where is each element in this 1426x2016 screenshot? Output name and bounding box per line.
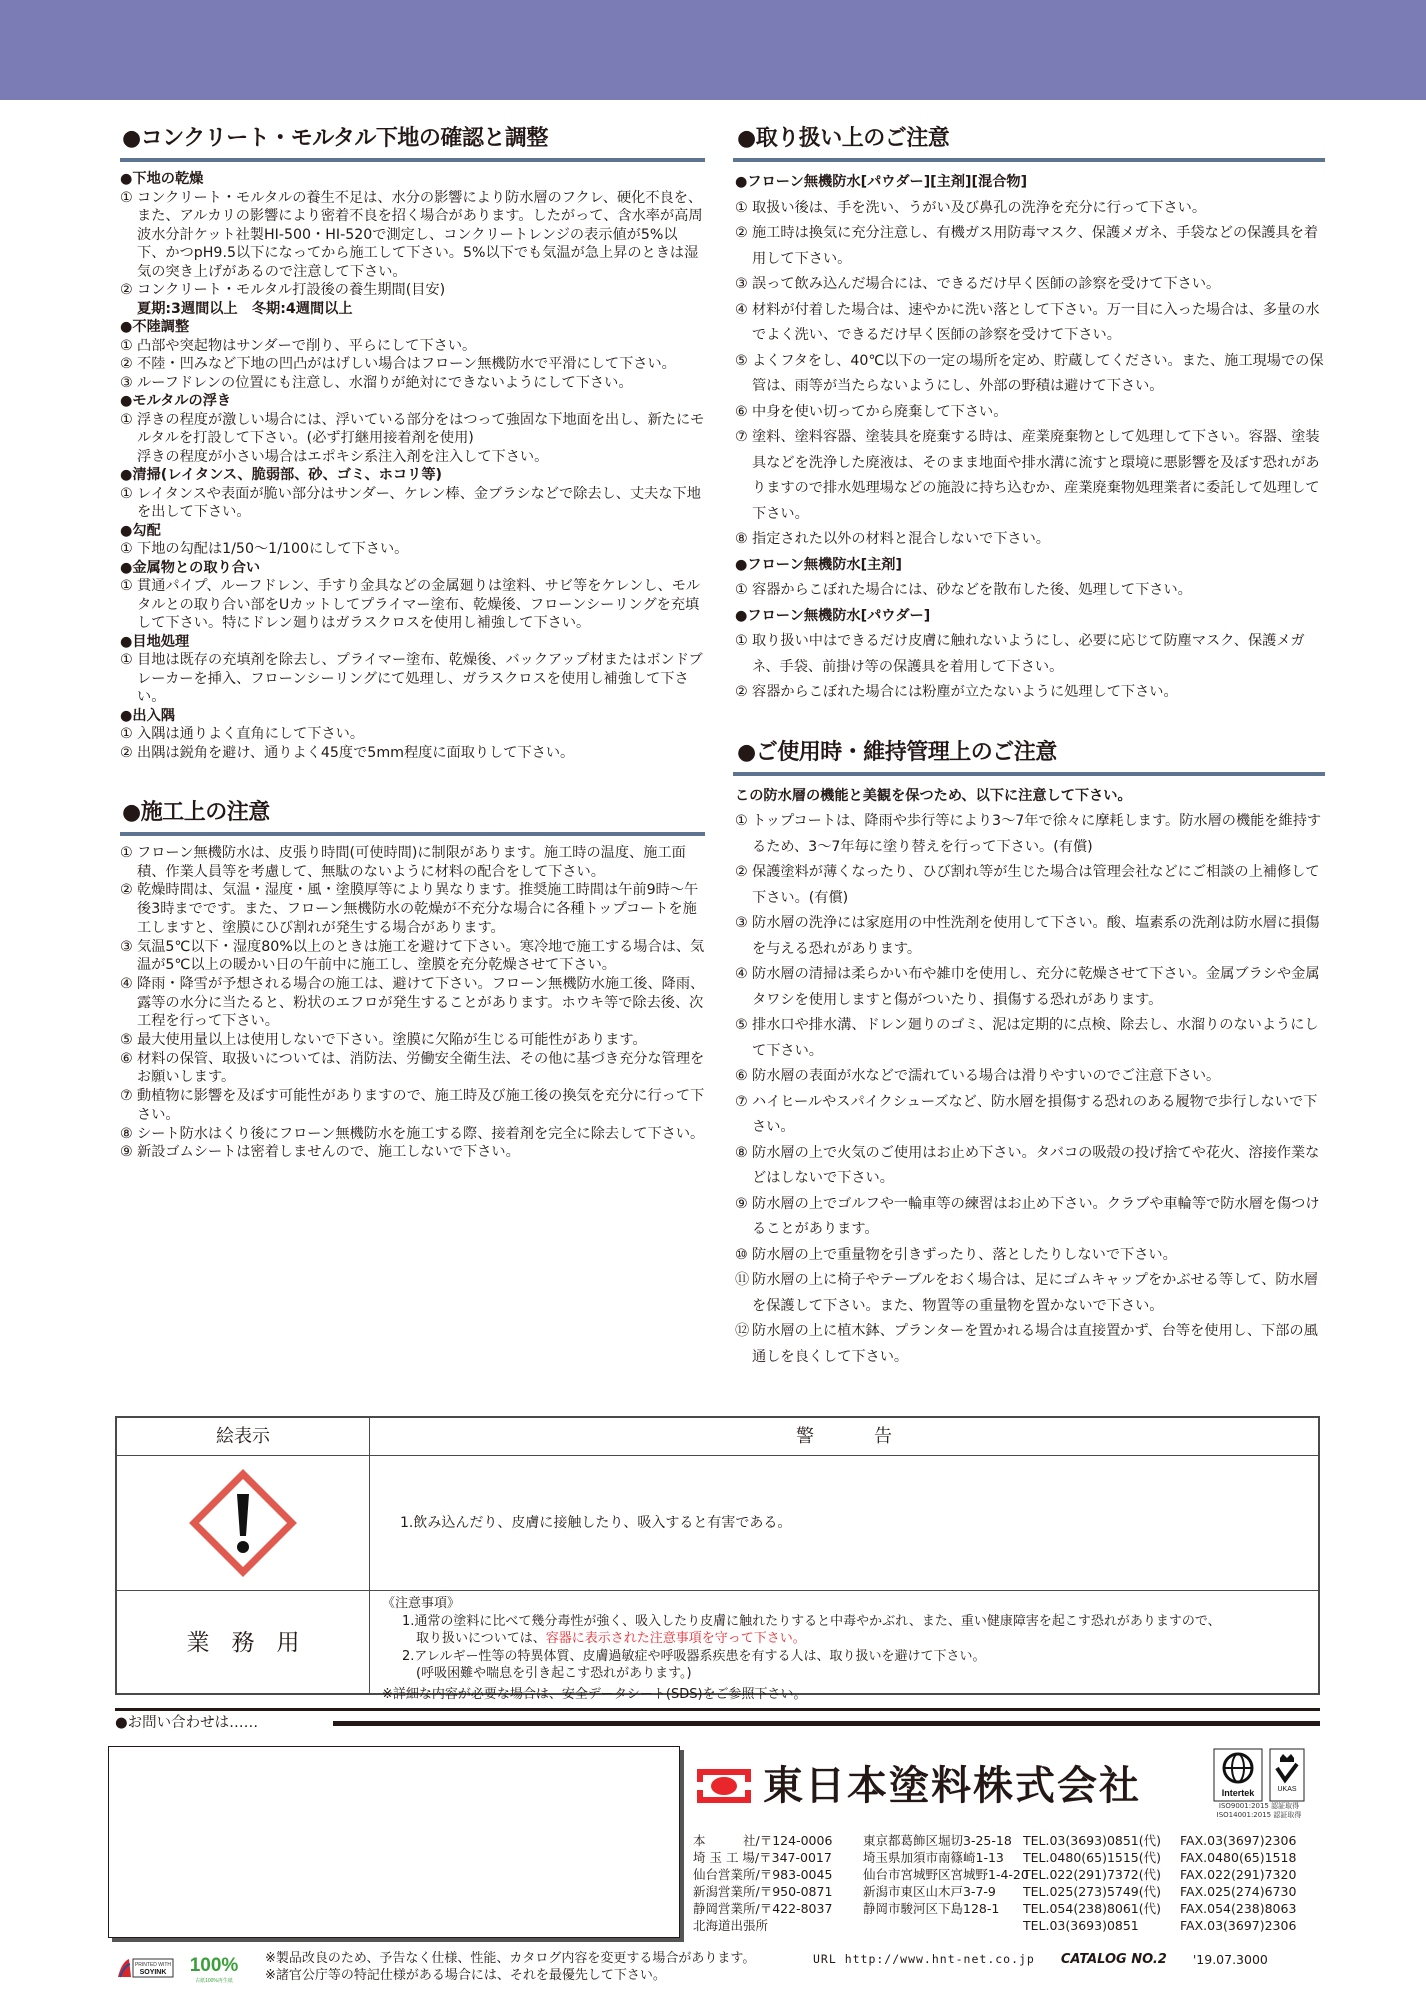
item-number: ③: [120, 938, 133, 955]
list-item: [735, 1064, 1325, 1090]
note-1-cont: [382, 1630, 1318, 1648]
office-fax: FAX.054(238)8063: [1180, 1901, 1297, 1916]
pictogram-cell: [117, 1456, 370, 1591]
subsection-heading: ●出入隅: [120, 707, 175, 724]
list-item: [735, 1268, 1325, 1319]
divider: [115, 1708, 1320, 1711]
warning-header-cell: [370, 1418, 1318, 1456]
item-text: 取り扱い中はできるだけ皮膚に触れないようにし、必要に応じて防塵マスク、保護メガネ、手袋、前掛け等の保護具を着用して下さい。: [752, 633, 1305, 675]
item-number: ①: [120, 652, 133, 668]
list-item: [735, 578, 1325, 604]
left-column: [120, 120, 705, 1162]
office-name: 北海道出張所: [693, 1918, 769, 1933]
item-text: 塗料、塗料容器、塗装具を廃棄する時は、産業廃棄物として処理して下さい。容器、塗装具などを洗浄した廃液は、そのまま地面や排水溝に流すと環境に悪影響を及ぼす恐れがありますので排水処理場などの施設に持ち込むか、産業廃棄物処理業者に委託して処理して下さい。: [752, 429, 1320, 522]
warning-table: [115, 1416, 1320, 1702]
footer-notes: [265, 1950, 755, 1984]
section-rule: [120, 158, 705, 162]
item-number: ⑧: [120, 1125, 133, 1142]
pictogram-header: 絵表示: [216, 1426, 270, 1447]
svg-text:古紙100%再生紙: 古紙100%再生紙: [195, 1978, 233, 1984]
office-address: 埼玉県加須市南篠崎1-13: [863, 1850, 1004, 1865]
item-text: 取扱い後は、手を洗い、うがい及び鼻孔の洗浄を充分に行って下さい。: [752, 199, 1207, 216]
iso14001-label: ISO14001:2015 認証取得: [1216, 1811, 1302, 1819]
list-item: [735, 1243, 1325, 1269]
item-number: ⑨: [120, 1144, 133, 1161]
list-item: [120, 744, 705, 763]
list-item: [120, 1143, 705, 1162]
office-tel: TEL.03(3693)0851(代): [1023, 1833, 1162, 1848]
section-rule: [733, 772, 1325, 776]
warning-header: 警告: [796, 1426, 952, 1447]
item-number: ②: [120, 744, 133, 761]
item-text: 降雨・降雪が予想される場合の施工は、避けて下さい。フローン無機防水施工後、降雨、露等の水分に当たると、粉状のエフロが発生することがあります。ホウキ等で除去後、次工程を行って下さい。: [137, 975, 705, 1030]
inquiry-bar: [333, 1721, 1320, 1726]
list-item: [735, 425, 1325, 527]
office-row: [693, 1917, 1296, 1934]
catalog-number: CATALOG NO.2: [1060, 1952, 1167, 1967]
item-number: ⑧: [735, 1144, 748, 1161]
office-fax: FAX.03(3697)2306: [1180, 1833, 1297, 1848]
list-item: [735, 911, 1325, 962]
list-item: [735, 221, 1325, 272]
list-item: [735, 349, 1325, 400]
item-number: ②: [735, 225, 748, 241]
substrate-section-body: [120, 170, 705, 762]
use-label-cell: [117, 1591, 370, 1695]
subsection-heading: ●不陸調整: [120, 319, 190, 335]
item-text: 材料の保管、取扱いについては、消防法、労働安全衛生法、その他に基づき充分な管理をお願いします。: [137, 1050, 705, 1086]
item-text: 凸部や突起物はサンダーで削り、平らにして下さい。: [137, 337, 477, 354]
subsection-heading: ●金属物との取り合い: [120, 559, 261, 576]
company-block: [695, 1762, 1141, 1810]
office-address: 東京都葛飾区堀切3-25-18: [863, 1833, 1012, 1848]
item-number: ⑧: [735, 531, 748, 547]
hazard-statement-cell: [370, 1456, 1318, 1591]
list-item: [735, 1192, 1325, 1243]
svg-text:PRINTED WITH: PRINTED WITH: [134, 1962, 172, 1968]
iso-certification: [1200, 1748, 1318, 1820]
note-1-red-emphasis: 容器に表示された注意事項を守って下さい。: [545, 1631, 806, 1646]
office-tel: TEL.025(273)5749(代): [1023, 1884, 1162, 1899]
item-text: 浮きの程度が激しい場合には、浮いている部分をはつって強固な下地面を出し、新たにモルタルを打設して下さい。(必ず打継用接着剤を使用): [137, 411, 705, 446]
business-use-label: 業務用: [186, 1630, 322, 1656]
header-band: [0, 0, 1426, 100]
list-item: [120, 1125, 705, 1144]
item-number: ⑥: [120, 1050, 133, 1067]
item-number: ①: [735, 813, 748, 829]
item-number: ①: [120, 189, 133, 206]
list-item: [120, 938, 705, 975]
list-item: [735, 860, 1325, 911]
list-item: [735, 1090, 1325, 1141]
list-item: [120, 337, 705, 356]
company-name: 東日本塗料株式会社: [763, 1763, 1141, 1809]
list-item: [120, 374, 705, 393]
list-item: [735, 196, 1325, 222]
item-number: ①: [120, 337, 133, 354]
office-name: 静岡営業所/〒422-8037: [693, 1901, 833, 1916]
office-tel: TEL.0480(65)1515(代): [1023, 1850, 1162, 1865]
inquiry-stamp-box: [108, 1746, 680, 1938]
list-item: [735, 629, 1325, 680]
item-text: 誤って飲み込んだ場合には、できるだけ早く医師の診察を受けて下さい。: [752, 276, 1221, 292]
subsection-heading: ●フローン無機防水[パウダー][主剤][混合物]: [735, 174, 1028, 190]
svg-text:SOYINK: SOYINK: [139, 1969, 167, 1976]
item-number: ①: [120, 578, 133, 594]
office-row: [693, 1883, 1296, 1900]
list-item: [120, 1031, 705, 1050]
item-number: ⑨: [735, 1195, 748, 1212]
section-title-substrate: ●コンクリート・モルタル下地の確認と調整: [122, 126, 548, 151]
office-address: 仙台市宮城野区宮城野1-4-20: [863, 1867, 1029, 1882]
item-number: ③: [120, 374, 133, 391]
note-2-cont: (呼吸困難や喘息を引き起こす恐れがあります。): [416, 1666, 692, 1681]
item-text: 目地は既存の充填剤を除去し、プライマー塗布、乾燥後、バックアップ材またはボンドブレーカーを挿入、フローンシーリングにて処理し、ガラスクロスを使用し補強して下さい。: [137, 652, 703, 705]
construction-section-body: [120, 844, 705, 1162]
curing-period: 夏期:3週間以上 冬期:4週間以上: [137, 300, 353, 317]
svg-text:UKAS: UKAS: [1277, 1786, 1297, 1793]
list-item: [120, 881, 705, 937]
item-text: 指定された以外の材料と混合しないで下さい。: [752, 531, 1050, 547]
list-item: [120, 975, 705, 1031]
item-number: ②: [120, 882, 133, 899]
subsection-heading: ●勾配: [120, 522, 161, 539]
list-item: [120, 485, 705, 522]
item-number: ⑦: [120, 1088, 133, 1105]
item-number: ③: [735, 276, 748, 292]
hazard-statement: 1.飲み込んだり、皮膚に接触したり、吸入すると有害である。: [400, 1515, 792, 1531]
section-rule: [733, 158, 1325, 162]
subsection-heading: ●モルタルの浮き: [120, 393, 232, 409]
item-text: 気温5℃以下・湿度80%以上のときは施工を避けて下さい。寒冷地で施工する場合は、気温が5℃以上の暖かい日の午前中に施工し、塗膜を充分乾燥させて下さい。: [137, 938, 705, 974]
item-number: ①: [120, 411, 133, 428]
list-item: [120, 1087, 705, 1124]
item-number: ⑪: [735, 1272, 750, 1288]
item-number: ①: [120, 541, 133, 557]
list-item: [120, 411, 705, 448]
item-number: ①: [735, 633, 748, 649]
sds-reference: ※詳細な内容が必要な場合は、安全データシート(SDS)をご参照下さい。: [382, 1686, 807, 1702]
office-fax: FAX.025(274)6730: [1180, 1884, 1297, 1899]
list-item: [735, 298, 1325, 349]
subsection-heading: ●フローン無機防水[主剤]: [735, 556, 902, 573]
item-number: ⑦: [735, 1093, 748, 1110]
exclamation-hazard-icon: [188, 1468, 298, 1578]
item-text: 防水層の上でゴルフや一輪車等の練習はお止め下さい。クラブや車輪等で防水層を傷つけることがあります。: [752, 1195, 1320, 1237]
item-text: 乾燥時間は、気温・湿度・風・塗膜厚等により異なります。推奨施工時間は午前9時〜午後3時までです。また、フローン無機防水の乾燥が不充分な場合に各種トップコートを施工しますと、塗膜にひび割れが発生する場合があります。: [137, 882, 699, 936]
company-url[interactable]: URL http://www.hnt-net.co.jp: [813, 1952, 1035, 1966]
item-number: ⑩: [735, 1246, 748, 1263]
list-item: [120, 725, 705, 744]
office-row: [693, 1832, 1296, 1849]
item-number: ⑤: [735, 1017, 748, 1033]
right-column: [735, 120, 1325, 1370]
list-item: [735, 809, 1325, 860]
item-text: 防水層の上に植木鉢、プランターを置かれる場合は直接置かず、台等を使用し、下部の風通しを良くして下さい。: [752, 1323, 1318, 1365]
office-fax: FAX.03(3697)2306: [1180, 1918, 1297, 1933]
item-text: フローン無機防水は、皮張り時間(可使時間)に制限があります。施工時の温度、施工面積、作業人員等を考慮して、無駄のないように材料の配合をして下さい。: [137, 845, 686, 880]
item-text: よくフタをし、40℃以下の一定の場所を定め、貯蔵してください。また、施工現場での保管は、雨等が当たらないようにし、外部の野積は避けて下さい。: [752, 352, 1324, 394]
intertek-globe-icon: [1213, 1748, 1263, 1802]
item-text: 入隅は通りよく直角にして下さい。: [137, 726, 365, 742]
item-number: ③: [735, 915, 748, 931]
section-title-construction: ●施工上の注意: [122, 800, 270, 825]
item-text: 貫通パイプ、ルーフドレン、手すり金具などの金属廻りは塗料、サビ等をケレンし、モルタルとの取り合い部をUカットしてプライマー塗布、乾燥後、フローンシーリングを充填して下さい。特にドレン廻りはガラスクロスを使用し補強して下さい。: [137, 578, 701, 631]
edition-code: '19.07.3000: [1192, 1952, 1268, 1967]
item-text: シート防水はくり後にフローン無機防水を施工する際、接着剤を完全に除去して下さい。: [137, 1125, 705, 1142]
svg-text:100%: 100%: [189, 1955, 239, 1976]
office-row: [693, 1866, 1296, 1883]
office-tel: TEL.054(238)8061(代): [1023, 1901, 1162, 1916]
office-fax: FAX.0480(65)1518: [1180, 1850, 1297, 1865]
footer-note-1: ※製品改良のため、予告なく仕様、性能、カタログ内容を変更する場合があります。: [265, 1951, 756, 1966]
office-name: 新潟営業所/〒950-0871: [693, 1884, 833, 1899]
office-name: 本 社/〒124-0006: [693, 1833, 833, 1848]
subsection-heading: ●フローン無機防水[パウダー]: [735, 607, 931, 624]
list-item: [120, 189, 705, 282]
section-title-maintenance: ●ご使用時・維持管理上のご注意: [737, 739, 1057, 765]
list-item: [735, 1319, 1325, 1370]
company-logo-icon: [695, 1767, 753, 1805]
handling-section-body: [735, 170, 1325, 706]
list-item: [735, 1013, 1325, 1064]
item-number: ②: [120, 356, 133, 372]
section-title-handling: ●取り扱い上のご注意: [737, 126, 950, 151]
footer-meta: [813, 1951, 1268, 1968]
list-item: [735, 962, 1325, 1013]
item-number: ⑤: [120, 1032, 133, 1049]
list-item: [120, 844, 705, 881]
item-text: 防水層の表面が水などで濡れている場合は滑りやすいのでご注意下さい。: [752, 1068, 1221, 1084]
item-text: 容器からこぼれた場合には粉塵が立たないように処理して下さい。: [752, 684, 1178, 700]
inquiry-title: ●お問い合わせは……: [115, 1715, 259, 1731]
item-text: 防水層の上に椅子やテーブルをおく場合は、足にゴムキャップをかぶせる等して、防水層を保護して下さい。また、物置等の重量物を置かないで下さい。: [752, 1272, 1318, 1314]
item-number: ⑫: [735, 1323, 750, 1339]
item-text: 防水層の洗浄には家庭用の中性洗剤を使用して下さい。酸、塩素系の洗剤は防水層に損傷を与える恐れがあります。: [752, 915, 1320, 957]
ukas-crown-icon: [1269, 1748, 1305, 1802]
notes-title: 《注意事項》: [382, 1596, 461, 1611]
item-text: 新設ゴムシートは密着しませんので、施工しないで下さい。: [137, 1144, 520, 1161]
item-number: ②: [120, 282, 133, 298]
item-text: 防水層の上で重量物を引きずったり、落としたりしないで下さい。: [752, 1246, 1177, 1263]
item-number: ④: [735, 301, 748, 318]
footer-note-2: ※諸官公庁等の特記仕様がある場合には、それを最優先して下さい。: [265, 1968, 666, 1983]
list-item: [120, 577, 705, 633]
item-text: 排水口や排水溝、ドレン廻りのゴミ、泥は定期的に点検、除去し、水溜りのないようにして下さい。: [752, 1017, 1319, 1059]
precautions-cell: [370, 1591, 1318, 1702]
item-number: ⑦: [735, 429, 748, 445]
item-text: 容器からこぼれた場合には、砂などを散布した後、処理して下さい。: [752, 582, 1192, 598]
item-text: 保護塗料が薄くなったり、ひび割れ等が生じた場合は管理会社などにご相談の上補修して下さい。(有償): [752, 864, 1320, 906]
maintenance-lead: この防水層の機能と美観を保つため、以下に注意して下さい。: [735, 787, 1132, 804]
item-number: ④: [120, 975, 133, 992]
list-item: [735, 680, 1325, 706]
office-fax: FAX.022(291)7320: [1180, 1867, 1297, 1882]
office-name: 埼 玉 工 場/〒347-0017: [693, 1850, 832, 1865]
iso9001-label: ISO9001:2015 認証取得: [1218, 1802, 1300, 1810]
office-row: [693, 1900, 1296, 1917]
subsection-heading: ●下地の乾燥: [120, 171, 204, 187]
item-text: コンクリート・モルタルの養生不足は、水分の影響により防水層のフクレ、硬化不良を、また、アルカリの影響により密着不良を招く場合があります。したがって、含水率が高周波水分計ケット社製HI-500・HI-520で測定し、コンクリートレンジの表示値が5%以下、かつpH9.5以下になってから施工して下さい。5%以下でも気温が急上昇のときは湿気の突き上げがあるので注意して下さい。: [137, 189, 703, 280]
item-text: ハイヒールやスパイクシューズなど、防水層を損傷する恐れのある履物で歩行しないで下さい。: [752, 1093, 1318, 1135]
office-address: [863, 1917, 1023, 1934]
item-continuation: 浮きの程度が小さい場合はエポキシ系注入剤を注入して下さい。: [137, 448, 549, 465]
office-tel: TEL.03(3693)0851: [1023, 1918, 1139, 1933]
item-number: ②: [735, 864, 748, 880]
item-text: 出隅は鋭角を避け、通りよく45度で5mm程度に面取りして下さい。: [137, 744, 575, 761]
item-text: レイタンスや表面が脆い部分はサンダー、ケレン棒、金ブラシなどで除去し、丈夫な下地を出して下さい。: [137, 485, 701, 520]
list-item: [735, 1141, 1325, 1192]
office-address: 静岡市駿河区下島128-1: [863, 1901, 1000, 1916]
recycled-paper-logo-icon: [189, 1951, 239, 1985]
footer-logos: [115, 1951, 239, 1985]
item-text: 最大使用量以上は使用しないで下さい。塗膜に欠陥が生じる可能性があります。: [137, 1032, 647, 1049]
item-number: ①: [120, 485, 133, 502]
item-text: 施工時は換気に充分注意し、有機ガス用防毒マスク、保護メガネ、手袋などの保護具を着用して下さい。: [752, 225, 1319, 267]
section-rule: [120, 832, 705, 836]
list-item: [120, 355, 705, 374]
office-list: [693, 1832, 1296, 1934]
item-text: コンクリート・モルタル打設後の養生期間(目安): [137, 282, 446, 298]
office-tel: TEL.022(291)7372(代): [1023, 1867, 1162, 1882]
item-text: 不陸・凹みなど下地の凹凸がはげしい場合はフローン無機防水で平滑にして下さい。: [137, 356, 676, 372]
item-number: ⑥: [735, 1068, 748, 1084]
item-number: ①: [120, 726, 133, 742]
item-number: ①: [120, 845, 133, 861]
item-number: ②: [735, 684, 748, 700]
office-row: [693, 1849, 1296, 1866]
item-number: ①: [735, 582, 748, 598]
maintenance-section-body: [735, 809, 1325, 1370]
item-text: トップコートは、降雨や歩行等により3〜7年で徐々に摩耗します。防水層の機能を維持するため、3〜7年毎に塗り替えを行って下さい。(有償): [752, 813, 1322, 855]
list-item: [735, 272, 1325, 298]
item-text: 中身を使い切ってから廃棄して下さい。: [752, 403, 1008, 420]
list-item: [120, 281, 705, 300]
item-text: 動植物に影響を及ぼす可能性がありますので、施工時及び施工後の換気を充分に行って下さい。: [137, 1088, 705, 1123]
pictogram-header-cell: [117, 1418, 370, 1456]
item-text: ルーフドレンの位置にも注意し、水溜りが絶対にできないようにして下さい。: [137, 374, 633, 391]
office-address: 新潟市東区山木戸3-7-9: [863, 1884, 996, 1899]
list-item: [120, 651, 705, 707]
list-item: [735, 400, 1325, 426]
note-1-prefix: 取り扱いについては、: [416, 1631, 546, 1646]
list-item: [120, 540, 705, 559]
note-1: 1.通常の塗料に比べて幾分毒性が強く、吸入したり皮膚に触れたりすると中毒やかぶれ、また、重い健康障害を起こす恐れがありますので、: [402, 1613, 1221, 1629]
soy-ink-logo-icon: [115, 1955, 177, 1981]
item-number: ⑤: [735, 352, 748, 369]
office-name: 仙台営業所/〒983-0045: [693, 1867, 833, 1882]
item-text: 材料が付着した場合は、速やかに洗い落として下さい。万一目に入った場合は、多量の水でよく洗い、できるだけ早く医師の診察を受けて下さい。: [752, 301, 1320, 343]
item-text: 防水層の上で火気のご使用はお止め下さい。タバコの吸殻の投げ捨てや花火、溶接作業などはしないで下さい。: [752, 1144, 1320, 1186]
item-number: ①: [735, 199, 748, 216]
list-item: [120, 1050, 705, 1087]
list-item: [735, 527, 1325, 553]
subsection-heading: ●目地処理: [120, 633, 190, 650]
svg-text:Intertek: Intertek: [1221, 1788, 1255, 1798]
subsection-heading: ●清掃(レイタンス、脆弱部、砂、ゴミ、ホコリ等): [120, 467, 443, 483]
item-number: ④: [735, 966, 748, 982]
item-number: ⑥: [735, 403, 748, 420]
note-2: 2.アレルギー性等の特異体質、皮膚過敏症や呼吸器系疾患を有する人は、取り扱いを避けて下さい。: [402, 1648, 986, 1664]
item-text: 防水層の清掃は柔らかい布や雑巾を使用し、充分に乾燥させて下さい。金属ブラシや金属タワシを使用しますと傷がついたり、損傷する恐れがあります。: [752, 966, 1320, 1008]
item-text: 下地の勾配は1/50〜1/100にして下さい。: [137, 541, 409, 557]
